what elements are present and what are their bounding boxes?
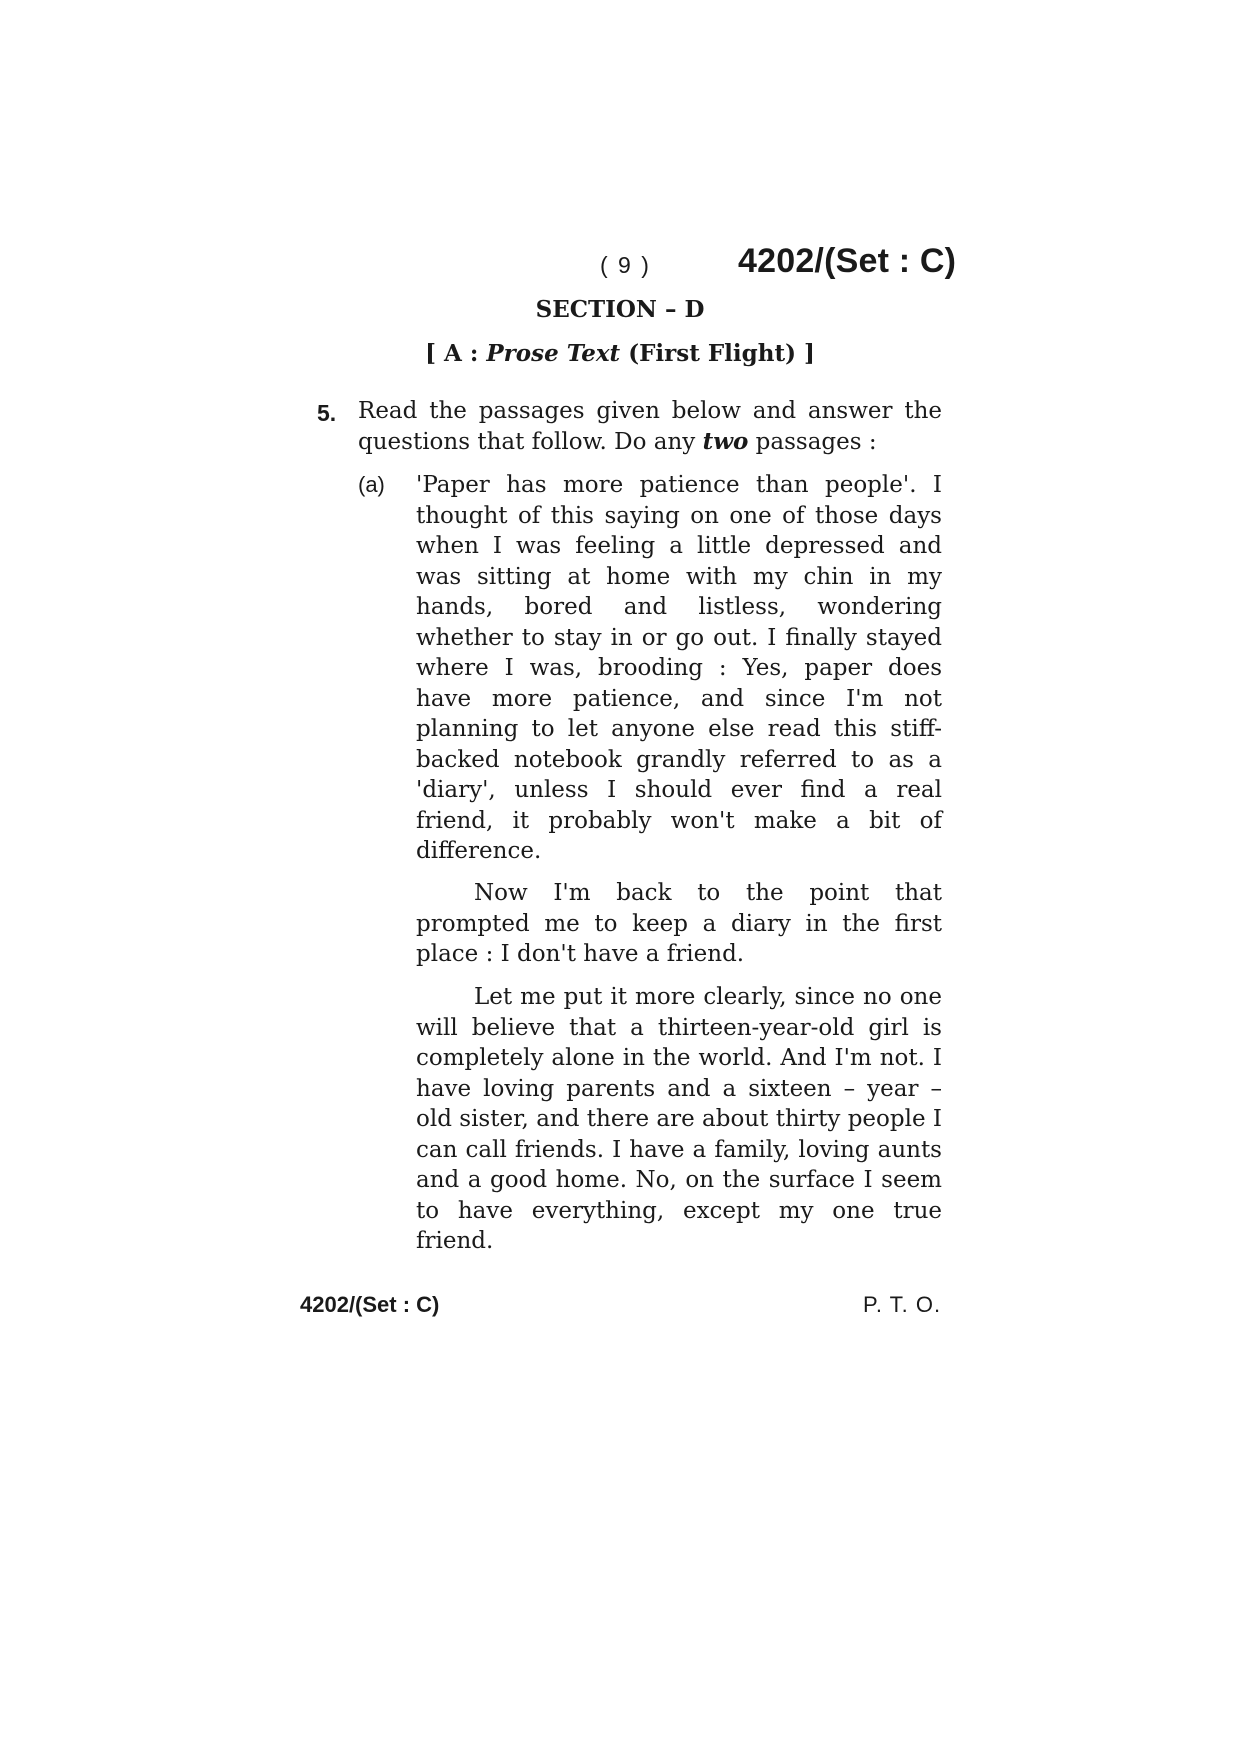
- question-text-emphasis: two: [702, 427, 749, 455]
- question-text-after: passages :: [748, 428, 877, 455]
- section-subtitle: [0, 340, 1240, 367]
- section-subtitle-italic: Prose Text: [486, 340, 621, 367]
- question-number: 5.: [317, 400, 337, 426]
- section-title: SECTION – D: [535, 296, 705, 323]
- footer-paper-code: 4202/(Set : C): [300, 1292, 440, 1317]
- passage-paragraph-3: Let me put it more clearly, since no one will believe that a thirteen-year-old girl is completely alone in the world. And I'm not. I have loving parents and a sixteen – year – old sister, and there are about thirty people I can call friends. I have a family, loving aunts and a good home. No, on the surface I seem to have everything, except my one true friend.: [416, 984, 942, 1254]
- section-subtitle-prefix: [ A :: [425, 340, 487, 367]
- passage-paragraph-1: 'Paper has more patience than people'. I thought of this saying on one of those days when I was feeling a little depressed and was sitting at home with my chin in my hands, bored and listless, wondering whether to stay in or go out. I finally stayed where I was, brooding : Yes, paper does have more patience, and since I'm not planning to let anyone else read this stiff-backed notebook grandly referred to as a 'diary', unless I should ever find a real friend, it probably won't make a bit of difference.: [416, 472, 942, 864]
- footer-pto: P. T. O.: [863, 1292, 942, 1317]
- section-subtitle-suffix: (First Flight) ]: [620, 340, 815, 367]
- page-number: ( 9 ): [600, 252, 651, 278]
- passage-paragraph-2: Now I'm back to the point that prompted me to keep a diary in the first place : I don't have a friend.: [416, 880, 942, 967]
- question-text-before: Read the passages given below and answer the questions that follow. Do any: [358, 398, 942, 455]
- option-label: (a): [358, 472, 385, 497]
- paper-code-header: 4202/(Set : C): [738, 242, 957, 280]
- question-instruction: [358, 396, 942, 457]
